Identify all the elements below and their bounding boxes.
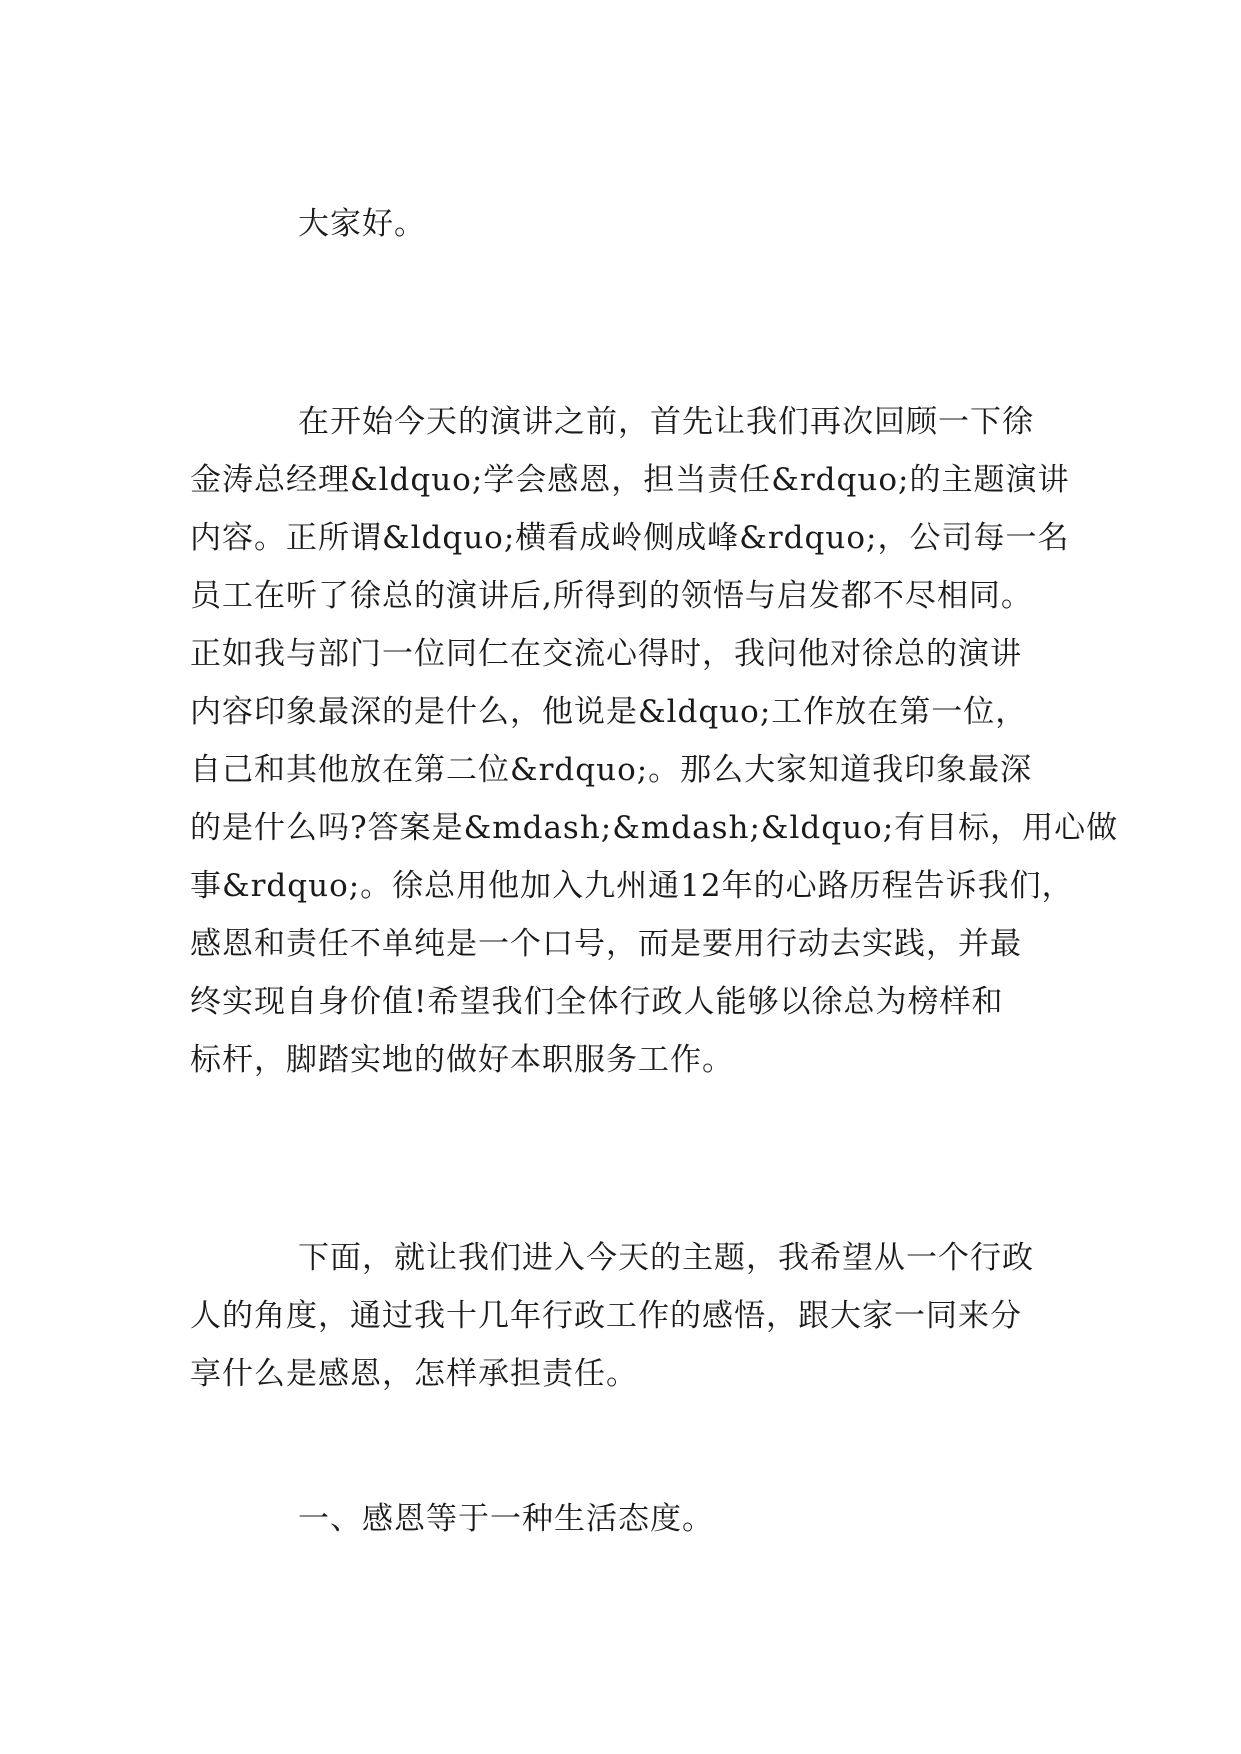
- section-heading: [190, 1490, 1052, 1548]
- section-heading-text: 一、感恩等于一种生活态度。: [298, 1501, 714, 1537]
- intro-line: 员工在听了徐总的演讲后,所得到的领悟与启发都不尽相同。: [190, 578, 1033, 614]
- intro-line: 内容印象最深的是什么，他说是&ldquo;工作放在第一位，: [190, 694, 1028, 730]
- greeting-paragraph: [190, 195, 1052, 253]
- topic-line: 人的角度，通过我十几年行政工作的感悟，跟大家一同来分: [190, 1298, 1022, 1334]
- intro-line: 标杆，脚踏实地的做好本职服务工作。: [190, 1042, 734, 1078]
- greeting-text: 大家好。: [298, 206, 426, 242]
- intro-line: 在开始今天的演讲之前，首先让我们再次回顾一下徐: [298, 404, 1034, 440]
- intro-line: 内容。正所谓&ldquo;横看成岭侧成峰&rdquo;，公司每一名: [190, 520, 1070, 556]
- topic-line: 享什么是感恩，怎样承担责任。: [190, 1356, 638, 1392]
- intro-line: 事&rdquo;。徐总用他加入九州通12年的心路历程告诉我们，: [190, 868, 1074, 904]
- topic-line: 下面，就让我们进入今天的主题，我希望从一个行政: [298, 1240, 1034, 1276]
- topic-paragraph: [190, 1229, 1052, 1403]
- intro-line: 正如我与部门一位同仁在交流心得时，我问他对徐总的演讲: [190, 636, 1022, 672]
- intro-line: 自己和其他放在第二位&rdquo;。那么大家知道我印象最深: [190, 752, 1033, 788]
- intro-line: 金涛总经理&ldquo;学会感恩，担当责任&rdquo;的主题演讲: [190, 462, 1070, 498]
- intro-line: 终实现自身价值!希望我们全体行政人能够以徐总为榜样和: [190, 984, 1004, 1020]
- intro-line: 感恩和责任不单纯是一个口号，而是要用行动去实践，并最: [190, 926, 1022, 962]
- intro-line: 的是什么吗?答案是&mdash;&mdash;&ldquo;有目标，用心做: [190, 810, 1119, 846]
- intro-paragraph: [190, 393, 1119, 1089]
